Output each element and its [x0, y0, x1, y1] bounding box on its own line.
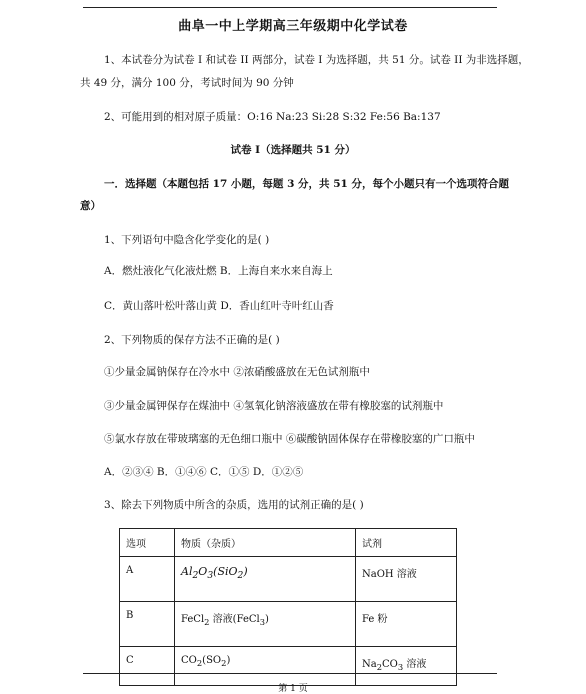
bottom-rule: [83, 673, 497, 674]
table-cell: $CO_2(SO_2)$: [175, 647, 356, 686]
intro-line-3: 2、可能用到的相对原子质量：O:16 Na:23 Si:28 S:32 Fe:56 Ba:137: [104, 111, 441, 123]
page-title: 曲阜一中上学期高三年级期中化学试卷: [178, 19, 408, 34]
table-cell: A: [120, 557, 175, 602]
q2-options: A．②③④ B．①④⑥ C．①⑤ D．①②⑤: [104, 466, 304, 478]
table-header-row: [120, 529, 457, 557]
table-cell: NaOH 溶液: [356, 557, 457, 602]
table-cell: C: [120, 647, 175, 686]
q2-statement-1: ①少量金属钠保存在冷水中 ②浓硝酸盛放在无色试剂瓶中: [104, 366, 370, 378]
q3-stem: 3、除去下列物质中所含的杂质，选用的试剂正确的是( ): [104, 499, 364, 511]
q2-statement-3: ⑤氯水存放在带玻璃塞的无色细口瓶中 ⑥碳酸钠固体保存在带橡胶塞的广口瓶中: [104, 433, 475, 445]
table-row: [120, 602, 457, 647]
q2-stem: 2、下列物质的保存方法不正确的是( ): [104, 334, 280, 346]
q1-options-cd: C．黄山落叶松叶落山黄 D．香山红叶寺叶红山香: [104, 300, 334, 312]
table-header-cell: 试剂: [356, 529, 457, 557]
intro-line-2: 共 49 分，满分 100 分，考试时间为 90 分钟: [80, 77, 294, 89]
part-heading-line-1: 一．选择题（本题包括 17 小题，每题 3 分，共 51 分，每个小题只有一个选项符合题: [104, 178, 509, 190]
table-cell: $Na_2CO_3$ 溶液: [356, 647, 457, 686]
q2-statement-2: ③少量金属钾保存在煤油中 ④氢氧化钠溶液盛放在带有橡胶塞的试剂瓶中: [104, 400, 444, 412]
page-number: 第 1 页: [278, 684, 308, 694]
formula: $Al_2O_3(SiO_2)$: [181, 565, 248, 582]
table-row: [120, 557, 457, 602]
q1-options-ab: A．燃灶液化气化液灶燃 B．上海自来水来自海上: [104, 265, 333, 277]
table-header-cell: 选项: [120, 529, 175, 557]
intro-line-1: 1、本试卷分为试卷 I 和试卷 II 两部分，试卷 I 为选择题，共 51 分。试卷 II 为非选择题，: [104, 54, 529, 66]
table-cell: FeCl$_2$ 溶液(FeCl$_3$): [175, 602, 356, 647]
table-header-cell: 物质（杂质）: [175, 529, 356, 557]
q1-stem: 1、下列语句中隐含化学变化的是( ): [104, 234, 270, 246]
table-row: [120, 647, 457, 686]
part-heading-line-2: 意）: [80, 200, 101, 212]
table-cell: Fe 粉: [356, 602, 457, 647]
section-title: 试卷 I（选择题共 51 分）: [230, 144, 356, 156]
top-rule: [83, 7, 497, 8]
table-cell: B: [120, 602, 175, 647]
q3-options-table: [119, 528, 457, 686]
table-cell: [175, 557, 356, 602]
